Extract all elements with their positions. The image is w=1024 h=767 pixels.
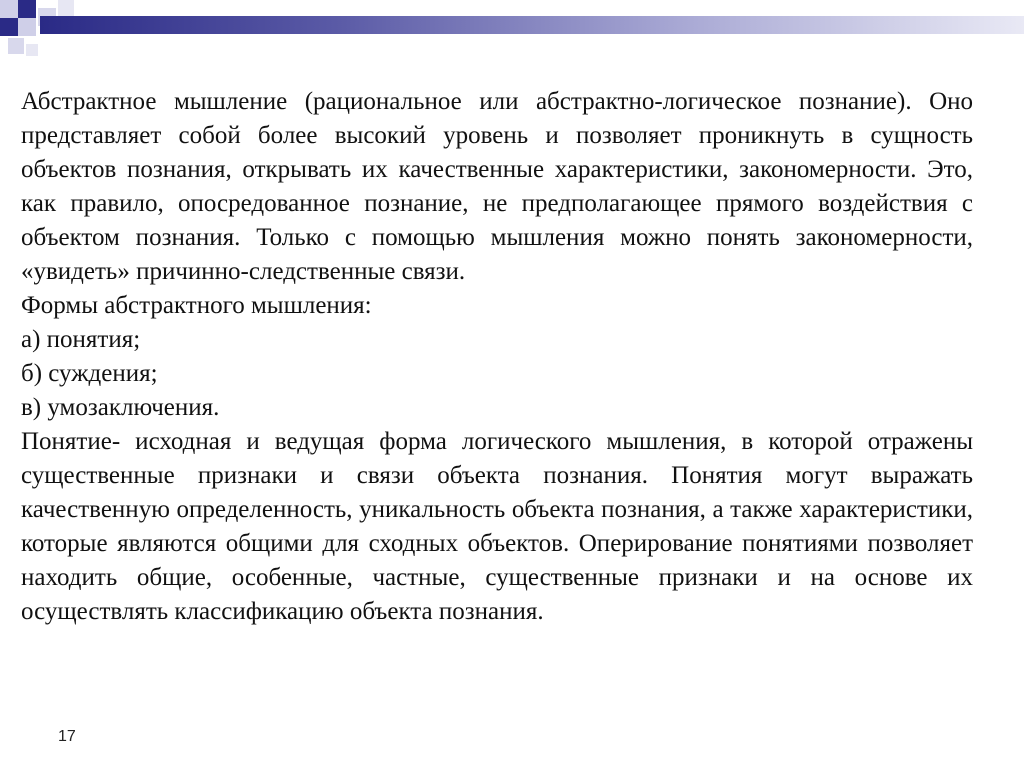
decor-square bbox=[0, 0, 18, 18]
decor-square bbox=[0, 18, 18, 36]
slide-body bbox=[21, 85, 973, 629]
list-item: б) суждения; bbox=[21, 360, 158, 387]
decor-square bbox=[18, 0, 36, 18]
list-item: а) понятия; bbox=[21, 326, 141, 353]
decor-square bbox=[18, 18, 36, 36]
decor-square bbox=[58, 0, 74, 16]
forms-heading: Формы абстрактного мышления: bbox=[21, 292, 372, 319]
paragraph-concept: Понятие- исходная и ведущая форма логического мышления, в которой отражены существенные признаки и связи объекта познания. Понятия могут выражать качественную определенность, уникальность объекта познания, а также характеристики, которые являются общими для сходных объектов. Оперирование понятиями позволяет находить общие, особенные, частные, существенные признаки и на основе их осуществлять классификацию объекта познания. bbox=[21, 428, 973, 625]
list-item: в) умозаключения. bbox=[21, 394, 220, 421]
page-number: 17 bbox=[58, 728, 76, 745]
title-bar-gradient bbox=[40, 16, 1024, 34]
paragraph-abstract-thinking: Абстрактное мышление (рациональное или абстрактно-логическое познание). Оно представляет собой более высокий уровень и позволяет проникнуть в сущность объектов познания, открывать их качественные характеристики, закономерности. Это, как правило, опосредованное познание, не предполагающее прямого воздействия с объектом познания. Только с помощью мышления можно понять закономерности, «увидеть» причинно-следственные связи. bbox=[21, 88, 973, 285]
decor-square bbox=[26, 44, 38, 56]
decor-square bbox=[8, 38, 24, 54]
